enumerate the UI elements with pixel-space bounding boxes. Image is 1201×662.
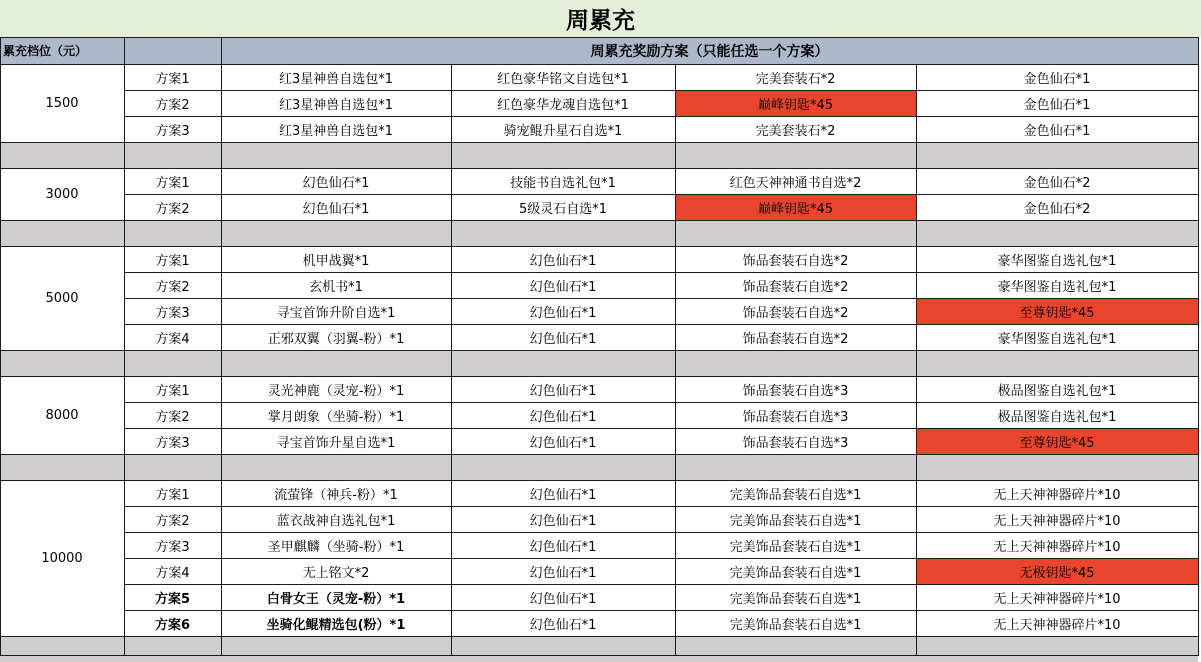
tier-cell: 10000 xyxy=(41,550,83,566)
grid-line xyxy=(0,220,1198,221)
grid-line xyxy=(124,610,1198,611)
separator-row xyxy=(0,350,124,376)
grid-line xyxy=(124,532,1198,533)
reward-cell: 幻色仙石*1 xyxy=(529,253,597,269)
plan-cell: 方案1 xyxy=(155,487,190,503)
reward-cell: 幻色仙石*1 xyxy=(302,201,370,217)
reward-cell: 机甲战翼*1 xyxy=(302,253,370,269)
plan-cell: 方案2 xyxy=(155,409,190,425)
plan-cell: 方案3 xyxy=(155,435,190,451)
reward-cell: 幻色仙石*1 xyxy=(529,539,597,555)
grid-line xyxy=(0,37,1,656)
reward-cell: 红3星神兽自选包*1 xyxy=(278,123,394,139)
reward-cell: 玄机书*1 xyxy=(309,279,363,295)
reward-cell: 完美饰品套装石自选*1 xyxy=(729,539,862,555)
grid-line xyxy=(124,116,1198,117)
grid-line xyxy=(0,142,1198,143)
reward-cell: 无上天神神器碎片*10 xyxy=(993,487,1121,503)
separator-row xyxy=(451,350,675,376)
plan-cell: 方案4 xyxy=(155,565,190,581)
plan-cell: 方案1 xyxy=(155,71,190,87)
plan-cell: 方案1 xyxy=(155,175,190,191)
plan-cell: 方案2 xyxy=(155,97,190,113)
reward-cell: 幻色仙石*1 xyxy=(529,383,597,399)
separator-row xyxy=(675,636,916,662)
grid-line xyxy=(124,324,1198,325)
grid-line xyxy=(124,298,1198,299)
reward-cell: 幻色仙石*1 xyxy=(529,305,597,321)
reward-cell: 饰品套装石自选*2 xyxy=(742,253,849,269)
reward-cell: 红3星神兽自选包*1 xyxy=(278,71,394,87)
reward-cell: 巅峰钥匙*45 xyxy=(675,90,916,116)
reward-plan-header: 周累充奖励方案（只能任选一个方案） xyxy=(221,37,1198,64)
tier-cell: 8000 xyxy=(45,407,79,423)
reward-cell: 金色仙石*2 xyxy=(1023,201,1091,217)
separator-row xyxy=(451,142,675,168)
grid-line xyxy=(124,37,125,656)
separator-row xyxy=(124,454,221,480)
reward-cell: 完美套装石*2 xyxy=(755,71,836,87)
reward-cell: 饰品套装石自选*3 xyxy=(742,435,849,451)
reward-cell: 幻色仙石*1 xyxy=(529,513,597,529)
reward-cell: 无上天神神器碎片*10 xyxy=(993,617,1121,633)
separator-row xyxy=(221,350,451,376)
reward-cell: 金色仙石*2 xyxy=(1023,175,1091,191)
reward-cell: 坐骑化鲲精选包(粉）*1 xyxy=(266,617,406,633)
grid-line xyxy=(1198,37,1199,656)
reward-cell: 寻宝首饰升星自选*1 xyxy=(276,435,396,451)
reward-cell: 技能书自选礼包*1 xyxy=(510,175,616,191)
reward-cell: 完美饰品套装石自选*1 xyxy=(729,487,862,503)
reward-cell: 无上天神神器碎片*10 xyxy=(993,539,1121,555)
reward-cell: 极品图鉴自选礼包*1 xyxy=(997,409,1117,425)
plan-cell: 方案3 xyxy=(155,539,190,555)
plan-cell: 方案3 xyxy=(155,123,190,139)
reward-cell: 幻色仙石*1 xyxy=(529,487,597,503)
plan-cell: 方案1 xyxy=(155,383,190,399)
separator-row xyxy=(451,454,675,480)
reward-cell: 无上天神神器碎片*10 xyxy=(993,591,1121,607)
reward-cell: 幻色仙石*1 xyxy=(529,435,597,451)
reward-cell: 完美饰品套装石自选*1 xyxy=(729,591,862,607)
grid-line xyxy=(0,454,1198,455)
separator-row xyxy=(221,454,451,480)
reward-cell: 豪华图鉴自选礼包*1 xyxy=(997,331,1117,347)
reward-cell: 幻色仙石*1 xyxy=(529,591,597,607)
separator-row xyxy=(916,636,1198,662)
plan-cell: 方案5 xyxy=(154,591,191,607)
reward-cell: 金色仙石*1 xyxy=(1023,71,1091,87)
grid-line xyxy=(0,376,1198,377)
reward-cell: 无上铭文*2 xyxy=(302,565,370,581)
reward-cell: 饰品套装石自选*2 xyxy=(742,331,849,347)
tier-cell: 3000 xyxy=(45,186,79,202)
tier-cell: 5000 xyxy=(45,290,79,306)
grid-line xyxy=(0,64,1198,65)
reward-cell: 极品图鉴自选礼包*1 xyxy=(997,383,1117,399)
separator-row xyxy=(675,220,916,246)
reward-cell: 幻色仙石*1 xyxy=(302,175,370,191)
reward-cell: 红3星神兽自选包*1 xyxy=(278,97,394,113)
reward-cell: 正邪双翼（羽翼-粉）*1 xyxy=(267,331,405,347)
reward-cell: 饰品套装石自选*3 xyxy=(742,383,849,399)
reward-cell: 白骨女王（灵宠-粉）*1 xyxy=(266,591,406,607)
reward-cell: 幻色仙石*1 xyxy=(529,617,597,633)
grid-line xyxy=(124,194,1198,195)
reward-cell: 饰品套装石自选*2 xyxy=(742,279,849,295)
plan-cell: 方案4 xyxy=(155,331,190,347)
reward-cell: 完美饰品套装石自选*1 xyxy=(729,513,862,529)
reward-cell: 金色仙石*1 xyxy=(1023,97,1091,113)
separator-row xyxy=(675,142,916,168)
plan-cell: 方案3 xyxy=(155,305,190,321)
reward-cell: 至尊钥匙*45 xyxy=(916,428,1198,454)
reward-cell: 至尊钥匙*45 xyxy=(916,298,1198,324)
grid-line xyxy=(0,636,1198,637)
separator-row xyxy=(0,454,124,480)
separator-row xyxy=(0,220,124,246)
plan-cell: 方案2 xyxy=(155,201,190,217)
grid-line xyxy=(124,506,1198,507)
grid-line xyxy=(0,246,1198,247)
reward-cell: 无上天神神器碎片*10 xyxy=(993,513,1121,529)
reward-cell: 完美饰品套装石自选*1 xyxy=(729,617,862,633)
grid-line xyxy=(0,37,1198,38)
tier-cell: 1500 xyxy=(45,95,79,111)
grid-line xyxy=(0,168,1198,169)
reward-cell: 红色豪华龙魂自选包*1 xyxy=(497,97,629,113)
tier-column-header: 累充档位（元） xyxy=(0,37,124,64)
plan-cell: 方案2 xyxy=(155,279,190,295)
separator-row xyxy=(451,220,675,246)
reward-cell: 幻色仙石*1 xyxy=(529,565,597,581)
reward-cell: 完美套装石*2 xyxy=(755,123,836,139)
reward-cell: 豪华图鉴自选礼包*1 xyxy=(997,279,1117,295)
plan-cell: 方案2 xyxy=(155,513,190,529)
reward-cell: 圣甲麒麟（坐骑-粉）*1 xyxy=(267,539,405,555)
separator-row xyxy=(124,220,221,246)
grid-line xyxy=(124,584,1198,585)
grid-line xyxy=(0,350,1198,351)
reward-cell: 巅峰钥匙*45 xyxy=(675,194,916,220)
separator-row xyxy=(124,142,221,168)
grid-line xyxy=(124,272,1198,273)
reward-cell: 金色仙石*1 xyxy=(1023,123,1091,139)
reward-cell: 豪华图鉴自选礼包*1 xyxy=(997,253,1117,269)
grid-line xyxy=(221,37,222,656)
grid-line xyxy=(451,64,452,656)
reward-cell: 骑宠鲲升星石自选*1 xyxy=(503,123,623,139)
grid-line xyxy=(124,428,1198,429)
grid-line xyxy=(124,558,1198,559)
grid-line xyxy=(124,402,1198,403)
plan-cell: 方案6 xyxy=(154,617,191,633)
plan-column-header xyxy=(124,37,221,64)
separator-row xyxy=(221,636,451,662)
grid-line xyxy=(124,90,1198,91)
separator-row xyxy=(221,142,451,168)
separator-row xyxy=(675,454,916,480)
reward-cell: 红色豪华铭文自选包*1 xyxy=(497,71,629,87)
reward-cell: 完美饰品套装石自选*1 xyxy=(729,565,862,581)
reward-cell: 无极钥匙*45 xyxy=(916,558,1198,584)
reward-cell: 红色天神神通书自选*2 xyxy=(729,175,862,191)
reward-cell: 灵光神鹿（灵宠-粉）*1 xyxy=(267,383,405,399)
separator-row xyxy=(916,142,1198,168)
reward-cell: 流萤锋（神兵-粉）*1 xyxy=(274,487,398,503)
separator-row xyxy=(0,636,124,662)
reward-cell: 掌月朗象（坐骑-粉）*1 xyxy=(267,409,405,425)
reward-cell: 寻宝首饰升阶自选*1 xyxy=(276,305,396,321)
grid-line xyxy=(675,64,676,656)
separator-row xyxy=(0,142,124,168)
reward-cell: 饰品套装石自选*2 xyxy=(742,305,849,321)
separator-row xyxy=(451,636,675,662)
reward-cell: 蓝衣战神自选礼包*1 xyxy=(276,513,396,529)
reward-cell: 饰品套装石自选*3 xyxy=(742,409,849,425)
separator-row xyxy=(124,636,221,662)
reward-cell: 幻色仙石*1 xyxy=(529,279,597,295)
reward-cell: 幻色仙石*1 xyxy=(529,409,597,425)
separator-row xyxy=(675,350,916,376)
separator-row xyxy=(221,220,451,246)
plan-cell: 方案1 xyxy=(155,253,190,269)
grid-line xyxy=(0,480,1198,481)
grid-line xyxy=(916,64,917,656)
separator-row xyxy=(124,350,221,376)
sheet-title: 周累充 xyxy=(0,0,1201,37)
reward-cell: 5级灵石自选*1 xyxy=(518,201,608,217)
separator-row xyxy=(916,350,1198,376)
separator-row xyxy=(916,454,1198,480)
reward-cell: 幻色仙石*1 xyxy=(529,331,597,347)
separator-row xyxy=(916,220,1198,246)
